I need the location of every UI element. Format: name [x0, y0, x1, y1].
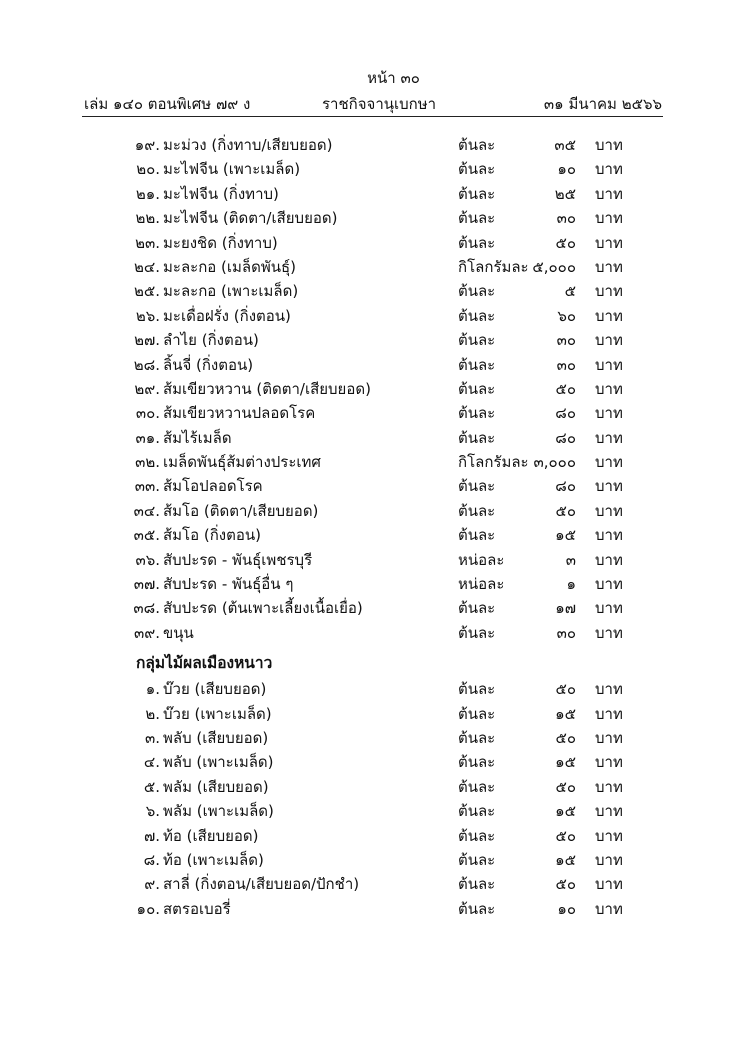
item-price: ๕๐ [555, 680, 576, 699]
item-currency: บาท [595, 575, 623, 594]
item-name: สับปะรด (ต้นเพาะเลี้ยงเนื้อเยื่อ) [163, 599, 363, 618]
item-unit: หน่อละ [458, 550, 505, 569]
item-number: ๕. [143, 777, 160, 796]
list-item [0, 450, 747, 474]
item-price: ๘๐ [555, 477, 576, 496]
item-currency: บาท [595, 501, 623, 520]
price-list-part1 [0, 133, 747, 645]
list-item [0, 775, 747, 799]
publication-name: ราชกิจจานุเบกษา [322, 95, 437, 113]
item-currency: บาท [595, 899, 623, 918]
item-unit: ต้นละ [458, 728, 496, 747]
list-item [0, 750, 747, 774]
list-item [0, 548, 747, 572]
item-number: ๑๙. [134, 136, 160, 154]
item-price: ๑ [566, 575, 576, 594]
item-unit: ต้นละ [458, 599, 496, 618]
list-item [0, 596, 747, 620]
item-price: ๕๐ [555, 875, 576, 894]
item-number: ๒๖. [135, 306, 160, 325]
item-unit: ต้นละ [458, 233, 496, 252]
item-unit: ต้นละ [458, 477, 496, 496]
item-number: ๓๘. [133, 599, 160, 618]
list-item [0, 231, 747, 255]
item-unit: ต้นละ [458, 136, 496, 154]
item-name: ท้อ (เพาะเมล็ด) [163, 850, 264, 869]
item-name: มะม่วง (กิ่งทาบ/เสียบยอด) [163, 136, 333, 154]
section-title: กลุ่มไม้ผลเมืองหนาว [136, 654, 273, 673]
list-item [0, 572, 747, 596]
item-number: ๓. [144, 728, 160, 747]
item-number: ๒๒. [135, 209, 160, 228]
running-header [84, 92, 662, 112]
item-name: มะไฟจีน (กิ่งทาบ) [163, 184, 279, 203]
item-name: สาลี่ (กิ่งตอน/เสียบยอด/ปักชำ) [163, 875, 360, 894]
item-price: ๑๕ [555, 802, 576, 821]
item-name: บ๊วย (เพาะเมล็ด) [163, 704, 272, 723]
item-currency: บาท [595, 453, 623, 472]
item-number: ๓๐. [135, 404, 160, 423]
item-currency: บาท [595, 850, 623, 869]
item-currency: บาท [595, 753, 623, 772]
item-unit: ต้นละ [458, 777, 496, 796]
item-number: ๓๔. [133, 501, 160, 520]
item-name: เมล็ดพันธุ์ส้มต่างประเทศ [163, 453, 321, 472]
item-unit: ต้นละ [458, 404, 496, 423]
item-unit: ต้นละ [458, 160, 496, 179]
item-currency: บาท [595, 704, 623, 723]
item-number: ๔. [143, 753, 160, 772]
list-item [0, 523, 747, 547]
item-number: ๒๘. [133, 355, 160, 374]
item-price: ๓๕ [554, 136, 576, 154]
item-name: มะยงชิด (กิ่งทาบ) [163, 233, 278, 252]
item-price: ๕๐ [555, 233, 576, 252]
list-item [0, 499, 747, 523]
list-item [0, 353, 747, 377]
item-name: พลัม (เสียบยอด) [163, 777, 269, 796]
item-currency: บาท [595, 209, 623, 228]
list-item [0, 157, 747, 181]
item-unit: ต้นละ [458, 753, 496, 772]
item-currency: บาท [595, 623, 623, 642]
item-number: ๒๐. [136, 160, 160, 179]
item-price: ๓,๐๐๐ [533, 453, 576, 472]
item-currency: บาท [595, 826, 623, 845]
item-name: ลิ้นจี่ (กิ่งตอน) [163, 355, 254, 374]
item-currency: บาท [595, 526, 623, 545]
item-currency: บาท [595, 331, 623, 350]
item-number: ๑. [145, 680, 160, 699]
item-price: ๑๕ [555, 704, 576, 723]
item-price: ๖๐ [557, 306, 576, 325]
item-name: ท้อ (เสียบยอด) [163, 826, 259, 845]
item-unit: ต้นละ [458, 875, 496, 894]
item-price: ๒๕ [554, 184, 576, 203]
item-name: บ๊วย (เสียบยอด) [163, 680, 267, 699]
section-heading [0, 645, 747, 677]
item-number: ๒๗. [134, 331, 160, 350]
list-item [0, 702, 747, 726]
item-price: ๕๐ [555, 728, 576, 747]
item-currency: บาท [595, 257, 623, 276]
item-currency: บาท [595, 477, 623, 496]
item-name: มะละกอ (เมล็ดพันธุ์) [163, 257, 297, 276]
item-unit: ต้นละ [458, 802, 496, 821]
list-item [0, 206, 747, 230]
item-number: ๓๓. [134, 477, 160, 496]
item-unit: ต้นละ [458, 899, 496, 918]
item-number: ๒๙. [134, 379, 160, 398]
list-item [0, 377, 747, 401]
list-item [0, 799, 747, 823]
item-currency: บาท [595, 379, 623, 398]
item-name: สับปะรด - พันธุ์อื่น ๆ [163, 575, 294, 594]
item-price: ๑๐ [557, 899, 576, 918]
header-rule [82, 116, 663, 117]
item-name: ลำไย (กิ่งตอน) [163, 331, 259, 350]
item-name: ส้มเขียวหวานปลอดโรค [163, 404, 316, 423]
list-item [0, 182, 747, 206]
item-unit: ต้นละ [458, 501, 496, 520]
item-number: ๓๑. [135, 428, 160, 447]
publication-date: ๓๑ มีนาคม ๒๕๖๖ [543, 95, 662, 113]
item-number: ๓๙. [133, 623, 160, 642]
item-currency: บาท [595, 875, 623, 894]
item-price: ๘๐ [555, 428, 576, 447]
list-item [0, 401, 747, 425]
item-unit: ต้นละ [458, 379, 496, 398]
list-item [0, 328, 747, 352]
item-unit: ต้นละ [458, 306, 496, 325]
item-currency: บาท [595, 680, 623, 699]
item-price: ๕๐ [555, 826, 576, 845]
item-name: ส้มเขียวหวาน (ติดตา/เสียบยอด) [163, 379, 371, 398]
list-item [0, 426, 747, 450]
list-item [0, 872, 747, 896]
item-unit: ต้นละ [458, 184, 496, 203]
item-currency: บาท [595, 728, 623, 747]
item-number: ๗. [143, 826, 160, 845]
item-currency: บาท [595, 599, 623, 618]
price-list-part2 [0, 677, 747, 921]
item-price: ๑๗ [555, 599, 576, 618]
item-name: มะไฟจีน (ติดตา/เสียบยอด) [163, 209, 338, 228]
item-name: ขนุน [163, 623, 194, 642]
item-unit: ต้นละ [458, 850, 496, 869]
item-currency: บาท [595, 777, 623, 796]
volume-issue: เล่ม ๑๔๐ ตอนพิเศษ ๗๙ ง [84, 95, 251, 113]
item-price: ๑๕ [555, 753, 576, 772]
item-number: ๓๒. [135, 453, 160, 472]
item-unit: กิโลกรัมละ [458, 453, 529, 472]
item-number: ๒๓. [135, 233, 160, 252]
item-price: ๕,๐๐๐ [532, 257, 576, 276]
item-number: ๓๕. [133, 526, 160, 545]
item-unit: กิโลกรัมละ [458, 257, 529, 276]
item-currency: บาท [595, 428, 623, 447]
item-unit: ต้นละ [458, 623, 496, 642]
list-item [0, 279, 747, 303]
item-name: สตรอเบอรี่ [163, 899, 231, 918]
item-unit: ต้นละ [458, 282, 496, 301]
item-price: ๑๕ [555, 850, 576, 869]
item-name: มะละกอ (เพาะเมล็ด) [163, 282, 299, 301]
list-item [0, 677, 747, 701]
item-name: พลัม (เพาะเมล็ด) [163, 802, 274, 821]
item-price: ๓ [565, 550, 576, 569]
list-item [0, 848, 747, 872]
item-unit: ต้นละ [458, 331, 496, 350]
item-unit: ต้นละ [458, 680, 496, 699]
item-number: ๒. [145, 704, 160, 723]
item-currency: บาท [595, 355, 623, 374]
item-currency: บาท [595, 404, 623, 423]
item-name: ส้มไร้เมล็ด [163, 428, 232, 447]
item-price: ๕๐ [555, 379, 576, 398]
item-name: มะเดื่อฝรั่ง (กิ่งตอน) [163, 306, 291, 325]
item-name: ส้มโอ (กิ่งตอน) [163, 526, 261, 545]
item-number: ๒๔. [133, 257, 160, 276]
item-number: ๓๗. [133, 575, 160, 594]
item-price: ๑๕ [555, 526, 576, 545]
list-item [0, 304, 747, 328]
item-currency: บาท [595, 184, 623, 203]
item-number: ๘. [143, 850, 160, 869]
list-item [0, 474, 747, 498]
item-price: ๓๐ [556, 209, 576, 228]
item-unit: ต้นละ [458, 826, 496, 845]
item-unit: หน่อละ [458, 575, 505, 594]
page-number: หน้า ๓๐ [367, 69, 420, 87]
item-price: ๑๐ [557, 160, 576, 179]
list-item [0, 726, 747, 750]
list-item [0, 133, 747, 157]
item-name: พลับ (เพาะเมล็ด) [163, 753, 274, 772]
item-price: ๓๐ [556, 623, 576, 642]
item-price: ๘๐ [555, 404, 576, 423]
item-name: พลับ (เสียบยอด) [163, 728, 269, 747]
item-number: ๒๕. [133, 282, 160, 301]
list-item [0, 897, 747, 921]
item-price: ๕๐ [555, 501, 576, 520]
item-unit: ต้นละ [458, 704, 496, 723]
item-name: มะไฟจีน (เพาะเมล็ด) [163, 160, 301, 179]
item-unit: ต้นละ [458, 209, 496, 228]
item-unit: ต้นละ [458, 355, 496, 374]
item-currency: บาท [595, 282, 623, 301]
item-price: ๓๐ [556, 355, 576, 374]
item-name: ส้มโอปลอดโรค [163, 477, 263, 496]
item-price: ๕ [564, 282, 576, 301]
item-number: ๖. [145, 802, 160, 821]
item-price: ๓๐ [556, 331, 576, 350]
list-item [0, 824, 747, 848]
item-currency: บาท [595, 233, 623, 252]
item-currency: บาท [595, 160, 623, 179]
item-currency: บาท [595, 136, 623, 154]
list-item [0, 255, 747, 279]
item-unit: ต้นละ [458, 428, 496, 447]
item-currency: บาท [595, 802, 623, 821]
item-name: ส้มโอ (ติดตา/เสียบยอด) [163, 501, 319, 520]
item-currency: บาท [595, 550, 623, 569]
item-number: ๓๖. [135, 550, 160, 569]
item-price: ๕๐ [555, 777, 576, 796]
item-name: สับปะรด - พันธุ์เพชรบุรี [163, 550, 313, 569]
price-list [0, 133, 747, 921]
item-number: ๑๐. [136, 899, 160, 918]
item-currency: บาท [595, 306, 623, 325]
item-unit: ต้นละ [458, 526, 496, 545]
item-number: ๒๑. [135, 184, 160, 203]
item-number: ๙. [144, 875, 160, 894]
list-item [0, 621, 747, 645]
